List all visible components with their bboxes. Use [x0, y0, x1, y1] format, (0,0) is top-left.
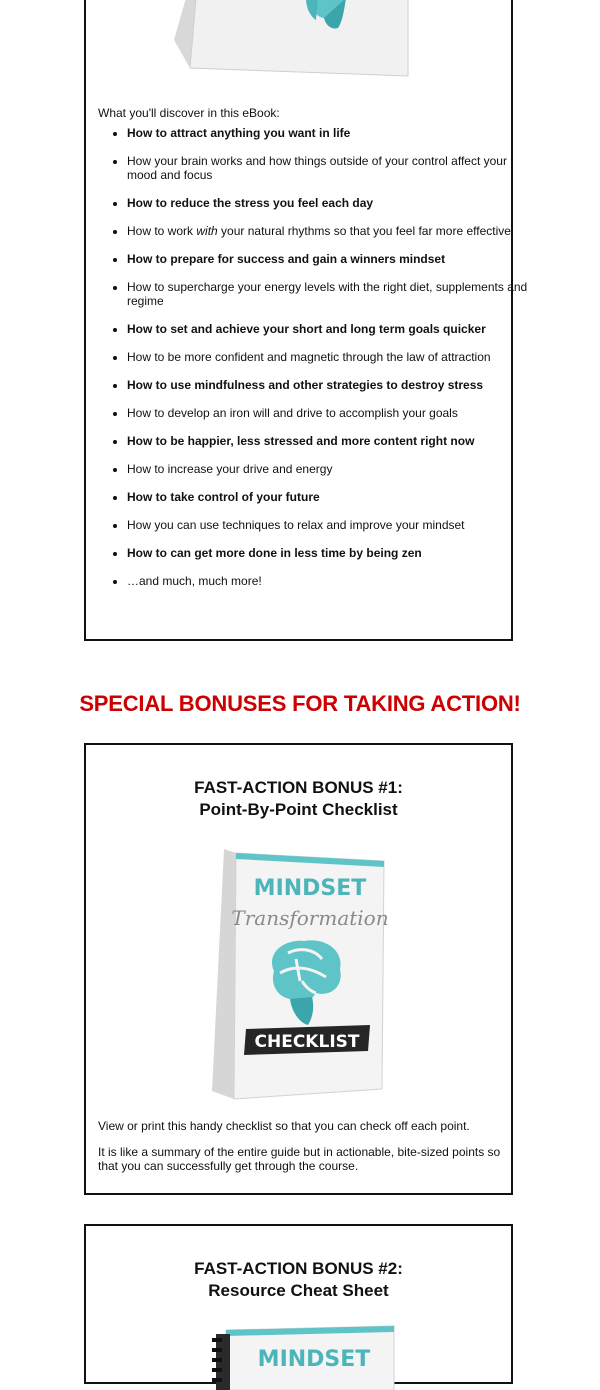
list-item: • How to be happier, less stressed and more content right now — [127, 434, 532, 448]
bonus-2-box — [84, 1224, 513, 1384]
bonus-section-heading: SPECIAL BONUSES FOR TAKING ACTION! — [79, 691, 521, 716]
list-item: • How to be more confident and magnetic through the law of attraction — [127, 350, 532, 364]
list-item: • How to prepare for success and gain a winners mindset — [127, 252, 532, 266]
list-item-emphasis: with — [196, 224, 218, 238]
list-item: • How to take control of your future — [127, 490, 532, 504]
ebook-benefits-box — [84, 0, 528, 641]
bonus-1-description-2: It is like a summary of the entire guide but in actionable, bite-sized points so that you can successfully get through the course. — [98, 1145, 501, 1173]
cover-word-transformation: Transformation — [231, 906, 389, 930]
list-item: • How to use mindfulness and other strategies to destroy stress — [127, 378, 532, 392]
list-item: • How to develop an iron will and drive to accomplish your goals — [127, 406, 532, 420]
list-item: • How to attract anything you want in life — [127, 126, 532, 140]
ebook-intro-text: What you'll discover in this eBook: — [98, 106, 280, 120]
list-item: • How you can use techniques to relax and improve your mindset — [127, 518, 532, 532]
cover-word-mindset: MINDSET — [257, 1347, 371, 1372]
list-item: • How to set and achieve your short and long term goals quicker — [127, 322, 532, 336]
list-item-text: your natural rhythms so that you feel far more effective — [217, 224, 511, 238]
benefits-list — [98, 126, 532, 602]
bonus-2-title — [86, 1258, 511, 1302]
bonus-1-description-1: View or print this handy checklist so that you can check off each point. — [98, 1119, 470, 1133]
list-item: • How your brain works and how things outside of your control affect your mood and focus — [127, 154, 532, 182]
list-item: • …and much, much more! — [127, 574, 532, 588]
checklist-cover-image — [204, 841, 394, 1103]
bonus-2-title-line1: FAST-ACTION BONUS #2: — [194, 1259, 403, 1278]
list-item: • How to supercharge your energy levels with the right diet, supplements and regime — [127, 280, 532, 308]
cheat-sheet-cover-image — [204, 1320, 404, 1390]
ebook-cover-image — [156, 0, 426, 78]
list-item-text: How to work — [127, 224, 197, 238]
list-item: • How to can get more done in less time by being zen — [127, 546, 532, 560]
cover-badge-checklist: CHECKLIST — [254, 1032, 360, 1052]
spiral-binding-icon — [212, 1334, 230, 1390]
bonus-1-title-line2: Point-By-Point Checklist — [199, 800, 398, 819]
list-item: • How to reduce the stress you feel each day — [127, 196, 532, 210]
list-item: • How to increase your drive and energy — [127, 462, 532, 476]
list-item — [127, 224, 532, 238]
bonus-1-title-line1: FAST-ACTION BONUS #1: — [194, 778, 403, 797]
cover-word-mindset: MINDSET — [253, 876, 367, 901]
bonus-1-title — [86, 777, 511, 821]
bonus-2-title-line2: Resource Cheat Sheet — [208, 1281, 389, 1300]
bonus-1-box — [84, 743, 513, 1195]
